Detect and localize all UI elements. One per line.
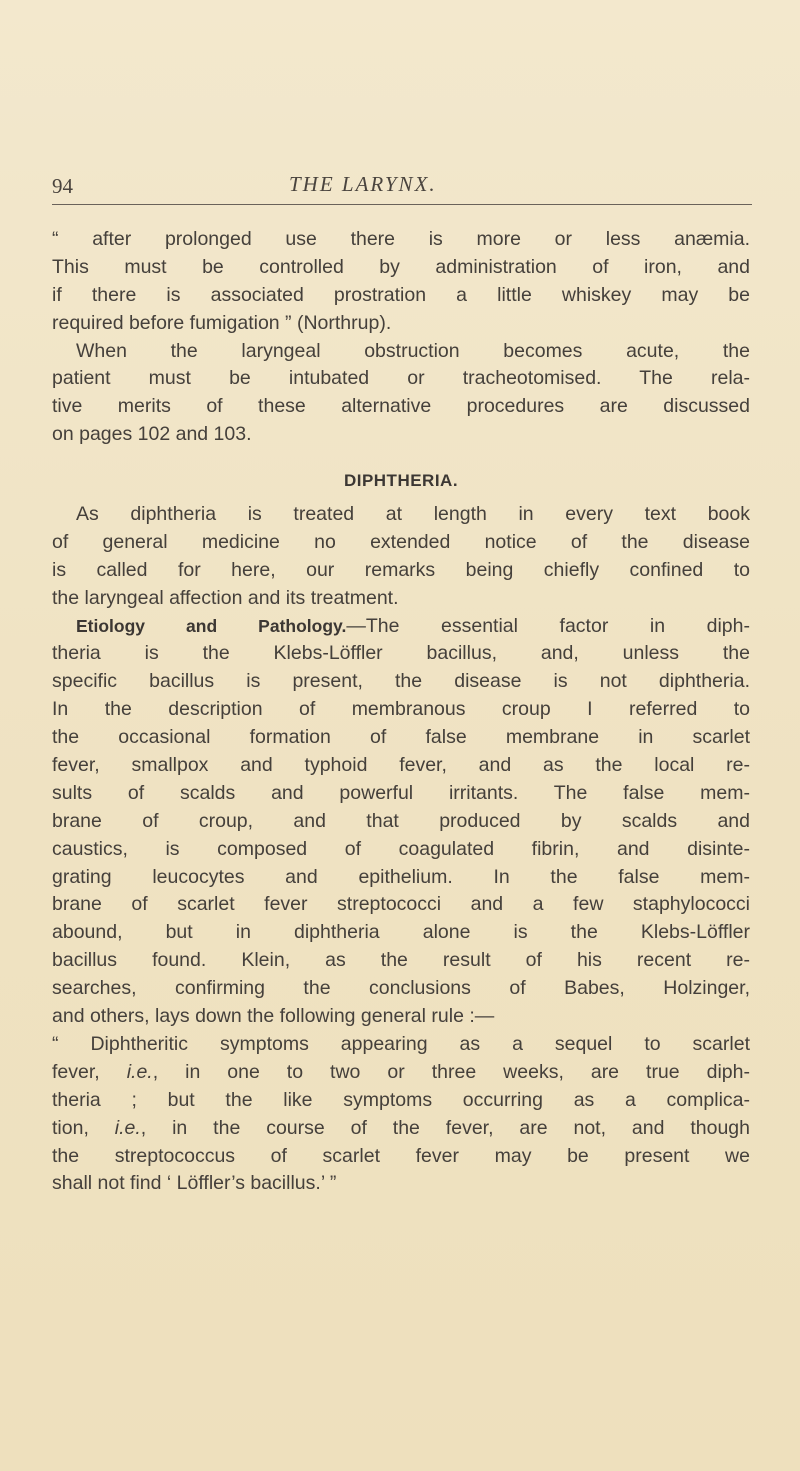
text-line: is called for here, our remarks being chiefly confined to xyxy=(52,558,750,581)
text-line: required before fumigation ” (Northrup). xyxy=(52,311,392,334)
text-line: brane of scarlet fever streptococci and a few staphylococci xyxy=(52,893,750,916)
text-fragment: —The essential factor in diph- xyxy=(346,614,750,637)
text-line: if there is associated prostration a little whiskey may be xyxy=(52,283,750,306)
quote-line: theria ; but the like symptoms occurring as a complica- xyxy=(52,1088,750,1111)
running-title: THE LARYNX. xyxy=(289,172,437,196)
quote-line: “ Diphtheritic symptoms appearing as a sequel to scarlet xyxy=(52,1032,750,1055)
text-line: of general medicine no extended notice of the disease xyxy=(52,530,750,553)
text-line: abound, but in diphtheria alone is the Klebs-Löffler xyxy=(52,921,750,944)
text-line: caustics, is composed of coagulated fibrin, and disinte- xyxy=(52,837,750,860)
text-line: When the laryngeal obstruction becomes acute, the xyxy=(76,339,750,362)
text-line: and others, lays down the following general rule :— xyxy=(52,1005,495,1028)
text-line xyxy=(52,613,750,641)
quote-line: the streptococcus of scarlet fever may be present we xyxy=(52,1144,750,1167)
text-line: In the description of membranous croup I referred to xyxy=(52,698,750,721)
text-line: sults of scalds and powerful irritants. The false mem- xyxy=(52,781,750,804)
text-line: This must be controlled by administration of iron, and xyxy=(52,255,750,278)
text-line: searches, confirming the conclusions of Babes, Holzinger, xyxy=(52,977,750,1000)
text-line: bacillus found. Klein, as the result of his recent re- xyxy=(52,949,750,972)
italic-abbreviation: i.e. xyxy=(126,1060,153,1083)
text-fragment: , in one to two or three weeks, are true diph- xyxy=(152,1060,750,1083)
text-line: fever, smallpox and typhoid fever, and as the local re- xyxy=(52,754,750,777)
running-head xyxy=(52,168,752,205)
text-line: grating leucocytes and epithelium. In the false mem- xyxy=(52,865,750,888)
text-fragment: , in the course of the fever, are not, and though xyxy=(140,1116,750,1139)
text-fragment: tion, xyxy=(52,1116,115,1139)
text-line: brane of croup, and that produced by scalds and xyxy=(52,809,750,832)
quote-line xyxy=(52,1059,750,1087)
text-line: tive merits of these alternative procedures are discussed xyxy=(52,395,750,418)
text-line: the laryngeal affection and its treatment. xyxy=(52,586,399,609)
text-line: As diphtheria is treated at length in every text book xyxy=(76,503,750,526)
text-line: “ after prolonged use there is more or less anæmia. xyxy=(52,228,750,250)
text-line: specific bacillus is present, the disease is not diphtheria. xyxy=(52,670,750,693)
text-line: on pages 102 and 103. xyxy=(52,423,252,446)
quote-line: shall not find ‘ Löffler’s bacillus.’ ” xyxy=(52,1172,337,1195)
page-number: 94 xyxy=(52,174,73,198)
text-fragment: fever, xyxy=(52,1060,127,1083)
run-in-heading: Etiology and Pathology. xyxy=(76,615,347,636)
italic-abbreviation: i.e. xyxy=(114,1116,141,1139)
quote-line xyxy=(52,1115,750,1143)
text-line: patient must be intubated or tracheotomised. The rela- xyxy=(52,367,750,390)
body-text xyxy=(52,226,750,1198)
text-line: the occasional formation of false membrane in scarlet xyxy=(52,726,750,749)
section-heading: DIPHTHERIA. xyxy=(343,471,459,491)
text-line: theria is the Klebs-Löffler bacillus, and, unless the xyxy=(52,642,750,665)
